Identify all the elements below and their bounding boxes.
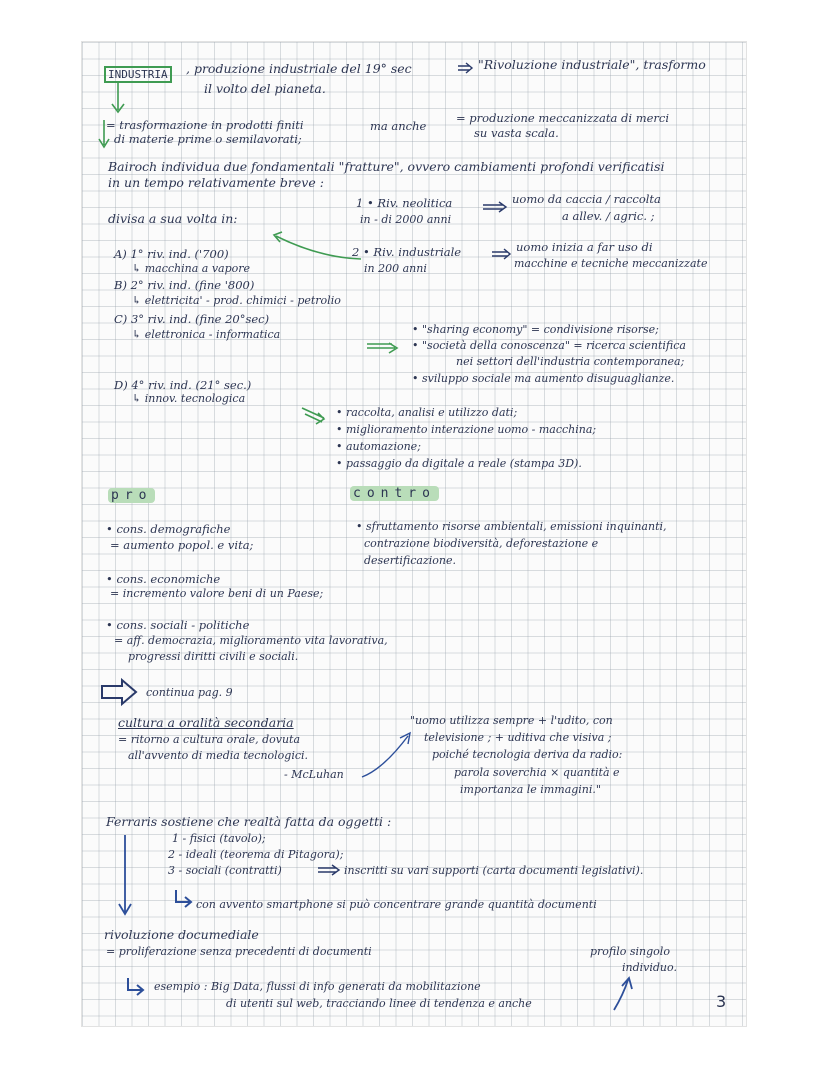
phase-c: C) 3° riv. ind. (fine 20°sec) bbox=[114, 312, 270, 326]
riv-industriale-time: in 200 anni bbox=[364, 262, 427, 275]
riv-industriale: 2 • Riv. industriale bbox=[352, 245, 462, 259]
quote-line5: importanza le immagini." bbox=[460, 783, 601, 796]
phase-a: A) 1° riv. ind. ('700) bbox=[114, 247, 229, 261]
ferraris-item-1: 1 - fisici (tavolo); bbox=[172, 832, 266, 845]
cultura-line1: = ritorno a cultura orale, dovuta bbox=[118, 733, 301, 746]
riv-neolitica-desc: uomo da caccia / raccolta bbox=[512, 192, 661, 206]
ferraris-item-3: 3 - sociali (contratti) bbox=[168, 864, 282, 877]
riv-neolitica-time: in - di 2000 anni bbox=[360, 213, 452, 226]
ma-anche: ma anche bbox=[370, 119, 427, 133]
pro-item-2: • cons. economiche bbox=[106, 572, 221, 586]
pro-item-1-detail: = aumento popol. e vita; bbox=[110, 538, 254, 552]
third-bullet-4: • sviluppo sociale ma aumento disuguaglianze. bbox=[412, 372, 675, 385]
cultura-title: cultura a oralità secondaria bbox=[118, 715, 294, 730]
contro-item-3: desertificazione. bbox=[364, 554, 456, 567]
third-bullet-2: • "società della conoscenza" = ricerca scientifica bbox=[412, 339, 686, 352]
bairoch-line1: Bairoch individua due fondamentali "fratture", ovvero cambiamenti profondi verificatisi bbox=[108, 159, 665, 174]
phase-d-detail: ↳ innov. tecnologica bbox=[132, 392, 246, 405]
ferraris-line1: Ferraris sostiene che realtà fatta da oggetti : bbox=[106, 814, 392, 829]
riv-neolitica: 1 • Riv. neolitica bbox=[356, 196, 453, 210]
riv-industriale-desc: uomo inizia a far uso di bbox=[516, 240, 653, 254]
documediale-line1: = proliferazione senza precedenti di documenti bbox=[106, 945, 372, 958]
header-line1-quote: "Rivoluzione industriale", trasformo bbox=[478, 57, 706, 72]
quote-line4: parola soverchia × quantità e bbox=[454, 766, 620, 779]
pro-heading: pro bbox=[108, 488, 155, 503]
header-line2: il volto del pianeta. bbox=[204, 81, 326, 96]
third-bullet-1: • "sharing economy" = condivisione risorse; bbox=[412, 323, 659, 336]
riv-neolitica-desc2: a allev. / agric. ; bbox=[562, 209, 655, 223]
produzione-1: = produzione meccanizzata di merci bbox=[456, 111, 670, 125]
pro-item-3-detail: = aff. democrazia, miglioramento vita lavorativa, bbox=[114, 634, 388, 647]
quote-line2: televisione ; + uditiva che visiva ; bbox=[424, 731, 612, 744]
phase-b: B) 2° riv. ind. (fine '800) bbox=[114, 278, 255, 292]
trasformazione-1: = trasformazione in prodotti finiti bbox=[106, 118, 304, 132]
divisa-label: divisa a sua volta in: bbox=[108, 211, 238, 226]
pro-item-2-detail: = incremento valore beni di un Paese; bbox=[110, 587, 324, 600]
trasformazione-2: di materie prime o semilavorati; bbox=[114, 132, 302, 146]
ferraris-item-3-detail: inscritti su vari supporti (carta documenti legislativi). bbox=[344, 864, 644, 877]
ferraris-smartphone: con avvento smartphone si può concentrare grande quantità documenti bbox=[196, 898, 597, 911]
produzione-2: su vasta scala. bbox=[474, 126, 559, 140]
header-industria-box: INDUSTRIA bbox=[104, 67, 172, 82]
pro-item-3: • cons. sociali - politiche bbox=[106, 618, 250, 632]
continua-note: continua pag. 9 bbox=[146, 686, 233, 699]
esempio-line2: di utenti sul web, tracciando linee di tendenza e anche bbox=[226, 997, 532, 1010]
third-bullet-3: nei settori dell'industria contemporanea; bbox=[456, 355, 685, 368]
cultura-author: - McLuhan bbox=[284, 768, 344, 781]
quote-line1: "uomo utilizza sempre + l'udito, con bbox=[410, 714, 613, 727]
riv-industriale-desc2: macchine e tecniche meccanizzate bbox=[514, 257, 708, 270]
profilo-1: profilo singolo bbox=[590, 945, 670, 958]
cultura-line2: all'avvento di media tecnologici. bbox=[128, 749, 309, 762]
documediale-title: rivoluzione documediale bbox=[104, 927, 259, 942]
fourth-bullet-3: • automazione; bbox=[336, 440, 421, 453]
contro-item-1: • sfruttamento risorse ambientali, emissioni inquinanti, bbox=[356, 520, 667, 533]
phase-b-detail: ↳ elettricita' - prod. chimici - petrolio bbox=[132, 294, 341, 307]
bairoch-line2: in un tempo relativamente breve : bbox=[108, 175, 324, 190]
pro-item-3-detail2: progressi diritti civili e sociali. bbox=[128, 650, 299, 663]
pro-item-1: • cons. demografiche bbox=[106, 522, 231, 536]
header-line1: , produzione industriale del 19° sec bbox=[186, 61, 412, 76]
page-number: 3 bbox=[716, 992, 727, 1011]
contro-heading: contro bbox=[350, 486, 439, 501]
fourth-bullet-2: • miglioramento interazione uomo - macchina; bbox=[336, 423, 597, 436]
phase-d: D) 4° riv. ind. (21° sec.) bbox=[114, 378, 252, 392]
esempio-line1: esempio : Big Data, flussi di info generati da mobilitazione bbox=[154, 980, 481, 993]
fourth-bullet-4: • passaggio da digitale a reale (stampa 3D). bbox=[336, 457, 582, 470]
phase-a-detail: ↳ macchina a vapore bbox=[132, 262, 251, 275]
phase-c-detail: ↳ elettronica - informatica bbox=[132, 328, 281, 341]
ferraris-item-2: 2 - ideali (teorema di Pitagora); bbox=[168, 848, 344, 861]
quote-line3: poiché tecnologia deriva da radio: bbox=[432, 748, 623, 761]
contro-item-2: contrazione biodiversità, deforestazione e bbox=[364, 537, 599, 550]
profilo-2: individuo. bbox=[622, 961, 677, 974]
fourth-bullet-1: • raccolta, analisi e utilizzo dati; bbox=[336, 406, 518, 419]
